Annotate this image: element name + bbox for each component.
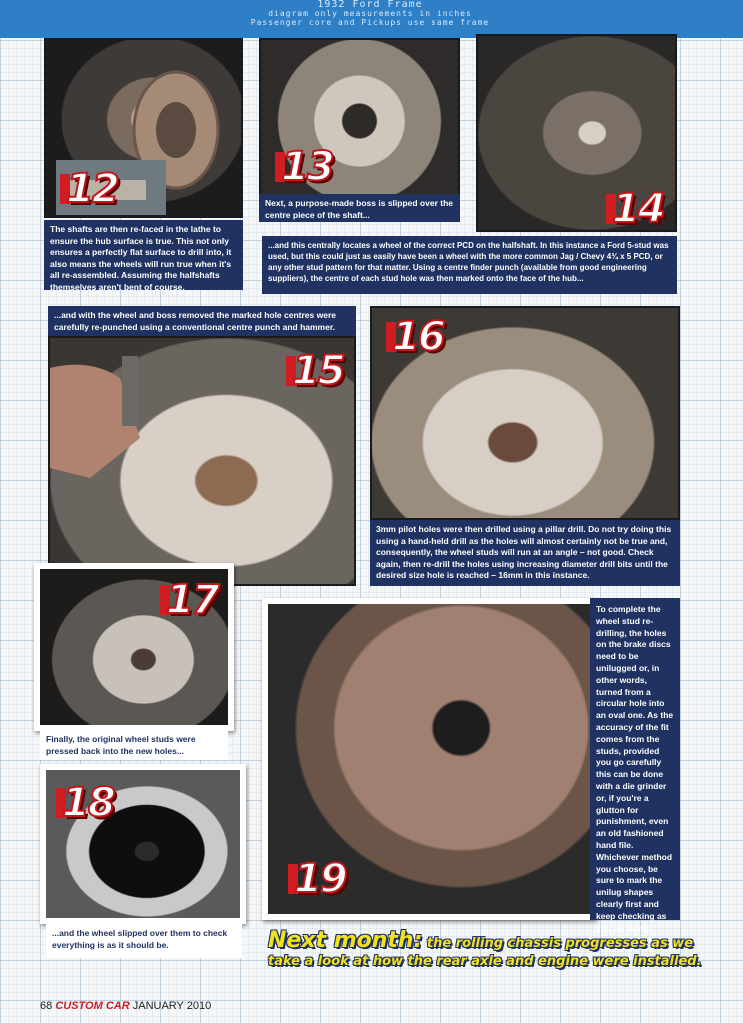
page-folio <box>40 1000 211 1012</box>
caption-step-18: ...and the wheel slipped over them to check everything is as it should be. <box>46 924 242 958</box>
next-month-lead: Next month: <box>268 928 423 953</box>
blueprint-note-1: diagram only measurements in inches <box>268 9 472 18</box>
blueprint-header <box>20 0 720 36</box>
step-15-number: 15 <box>292 348 344 394</box>
step-13-number: 13 <box>281 144 333 190</box>
caption-step-19: To complete the wheel stud re-drilling, the holes on the brake discs need to be unilugged or, in other words, turned from a circular hole into an oval one. As the accuracy of the fit comes from the studs, provided you go carefully this can be done with a die grinder or, if you're a glutton for punishment, even an old fashioned hand file. Whichever method you choose, be sure to mark the unilug shapes clearly first and keep checking as you go along. <box>590 598 680 920</box>
step-17-number: 17 <box>166 577 218 623</box>
next-month-text-2: take a look at how the rear axle and engine were installed. <box>268 954 702 969</box>
page-number: 68 <box>40 1000 53 1012</box>
photo-step-14 <box>476 34 677 232</box>
photo-step-19 <box>262 598 596 920</box>
step-19-number: 19 <box>294 856 346 902</box>
next-month-teaser <box>268 928 708 971</box>
magazine-name: CUSTOM CAR <box>55 1000 130 1012</box>
blueprint-note-2: Passenger core and Pickups use same frame <box>250 18 490 27</box>
caption-step-13: Next, a purpose-made boss is slipped over the centre piece of the shaft... <box>259 194 460 222</box>
issue-date: JANUARY 2010 <box>132 1000 212 1012</box>
caption-step-17: Finally, the original wheel studs were pressed back into the new holes... <box>40 730 228 760</box>
caption-step-12: The shafts are then re-faced in the lathe to ensure the hub surface is true. This not only ensures a perfectly flat surface to drill into, it also means the wheels will run true when it's all re-assembled. Assuming the halfshafts themselves aren't bent of course. <box>44 220 243 290</box>
step-18-number: 18 <box>62 780 114 826</box>
photo-step-18 <box>40 764 246 924</box>
photo-step-15 <box>48 336 356 586</box>
photo-step-16 <box>370 306 680 520</box>
blueprint-title: 1932 Ford Frame <box>317 0 423 10</box>
caption-step-16: 3mm pilot holes were then drilled using a pillar drill. Do not try doing this using a hand-held drill as the holes will almost certainly not be true and, consequently, the wheel studs will run at an angle – not good. Check again, then re-drill the holes using increasing diameter drill bits until the desired size hole is reached – 16mm in this instance. <box>370 520 680 586</box>
next-month-text-1: the rolling chassis progresses as we <box>426 936 694 951</box>
step-12-number: 12 <box>66 166 118 212</box>
caption-step-14: ...and this centrally locates a wheel of the correct PCD on the halfshaft. In this instance a Ford 5-stud was used, but this could just as easily have been a wheel with the more common Jag / Chevy 4¾ x 5 PCD, or any other stud pattern for that matter. Using a centre finder punch (available from good engineering suppliers), the centre of each stud hole was then marked onto the face of the hub... <box>262 236 677 294</box>
photo-step-17 <box>34 563 234 731</box>
photo-step-12 <box>44 38 243 218</box>
step-16-number: 16 <box>392 314 444 360</box>
step-14-number: 14 <box>612 186 664 232</box>
caption-step-15: ...and with the wheel and boss removed the marked hole centres were carefully re-punched using a conventional centre punch and hammer. <box>48 306 356 336</box>
